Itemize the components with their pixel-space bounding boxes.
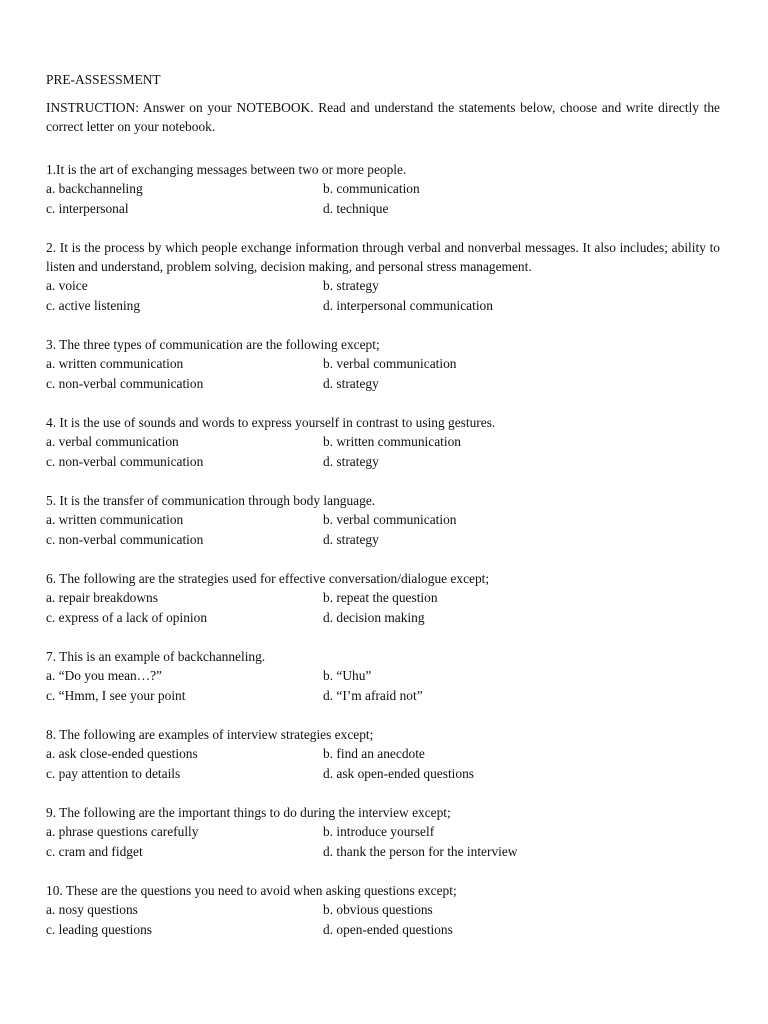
option-a: a. written communication xyxy=(46,356,184,371)
option-c: c. active listening xyxy=(46,297,141,313)
option-a: a. “Do you mean…?” xyxy=(46,668,163,683)
option-a: a. written communication xyxy=(46,512,184,527)
option-c: c. non-verbal communication xyxy=(46,375,204,391)
option-row xyxy=(46,744,720,764)
option-a: a. repair breakdowns xyxy=(46,590,158,605)
option-d: d. open-ended questions xyxy=(323,921,453,937)
option-row xyxy=(46,179,720,199)
option-row xyxy=(46,276,720,296)
option-row xyxy=(46,510,720,530)
option-c: c. interpersonal xyxy=(46,200,129,216)
option-d: d. thank the person for the interview xyxy=(323,843,518,859)
option-d: d. technique xyxy=(323,200,389,216)
option-row xyxy=(46,900,720,920)
option-row xyxy=(46,764,720,784)
option-b: b. written communication xyxy=(323,434,461,449)
option-c: c. non-verbal communication xyxy=(46,531,204,547)
option-row xyxy=(46,452,720,472)
option-row xyxy=(46,199,720,219)
question-stem: 1.It is the art of exchanging messages between two or more people. xyxy=(46,162,407,177)
option-row xyxy=(46,374,720,394)
option-a: a. phrase questions carefully xyxy=(46,824,199,839)
option-b: b. verbal communication xyxy=(323,512,457,527)
option-b: b. communication xyxy=(323,181,420,196)
question-stem: 5. It is the transfer of communication through body language. xyxy=(46,493,376,508)
option-a: a. nosy questions xyxy=(46,902,138,917)
question-stem: 3. The three types of communication are the following except; xyxy=(46,337,380,352)
question-9 xyxy=(46,803,720,861)
option-a: a. verbal communication xyxy=(46,434,179,449)
option-row xyxy=(46,530,720,550)
question-10 xyxy=(46,881,720,939)
question-stem: 6. The following are the strategies used for effective conversation/dialogue except; xyxy=(46,571,490,586)
option-row xyxy=(46,296,720,316)
question-stem: 7. This is an example of backchanneling. xyxy=(46,649,266,664)
option-a: a. voice xyxy=(46,278,88,293)
option-b: b. repeat the question xyxy=(323,590,438,605)
option-row xyxy=(46,920,720,940)
option-b: b. introduce yourself xyxy=(323,824,435,839)
question-7 xyxy=(46,647,720,705)
question-4 xyxy=(46,413,720,471)
question-3 xyxy=(46,335,720,393)
option-b: b. strategy xyxy=(323,278,379,293)
instruction-text: INSTRUCTION: Answer on your NOTEBOOK. Read and understand the statements below, choose and write directly the correct letter on your notebook. xyxy=(46,100,720,134)
option-row xyxy=(46,842,720,862)
option-d: d. strategy xyxy=(323,375,379,391)
option-b: b. obvious questions xyxy=(323,902,433,917)
option-row xyxy=(46,822,720,842)
option-row xyxy=(46,354,720,374)
question-6 xyxy=(46,569,720,627)
option-row xyxy=(46,608,720,628)
option-a: a. backchanneling xyxy=(46,181,143,196)
option-row xyxy=(46,432,720,452)
question-stem: 9. The following are the important things to do during the interview except; xyxy=(46,805,451,820)
question-5 xyxy=(46,491,720,549)
option-b: b. “Uhu” xyxy=(323,668,372,683)
question-8 xyxy=(46,725,720,783)
option-d: d. strategy xyxy=(323,453,379,469)
option-d: d. decision making xyxy=(323,609,425,625)
option-c: c. express of a lack of opinion xyxy=(46,609,208,625)
option-row xyxy=(46,588,720,608)
document-page xyxy=(46,70,720,959)
option-d: d. “I’m afraid not” xyxy=(323,687,423,703)
option-c: c. leading questions xyxy=(46,921,152,937)
question-stem: 10. These are the questions you need to avoid when asking questions except; xyxy=(46,883,457,898)
question-1 xyxy=(46,160,720,218)
option-c: c. cram and fidget xyxy=(46,843,143,859)
question-stem: 4. It is the use of sounds and words to express yourself in contrast to using gestures. xyxy=(46,415,496,430)
question-stem: 8. The following are examples of interview strategies except; xyxy=(46,727,374,742)
option-b: b. verbal communication xyxy=(323,356,457,371)
question-stem: 2. It is the process by which people exchange information through verbal and nonverbal messages. It also includes; ability to listen and understand, problem solving, decision making, and personal stress management. xyxy=(46,240,720,274)
option-c: c. non-verbal communication xyxy=(46,453,204,469)
option-d: d. ask open-ended questions xyxy=(323,765,474,781)
option-row xyxy=(46,686,720,706)
option-b: b. find an anecdote xyxy=(323,746,425,761)
option-c: c. “Hmm, I see your point xyxy=(46,687,186,703)
option-d: d. strategy xyxy=(323,531,379,547)
option-c: c. pay attention to details xyxy=(46,765,181,781)
option-row xyxy=(46,666,720,686)
question-2 xyxy=(46,238,720,315)
option-d: d. interpersonal communication xyxy=(323,297,493,313)
document-title: PRE-ASSESSMENT xyxy=(46,72,161,87)
option-a: a. ask close-ended questions xyxy=(46,746,198,761)
